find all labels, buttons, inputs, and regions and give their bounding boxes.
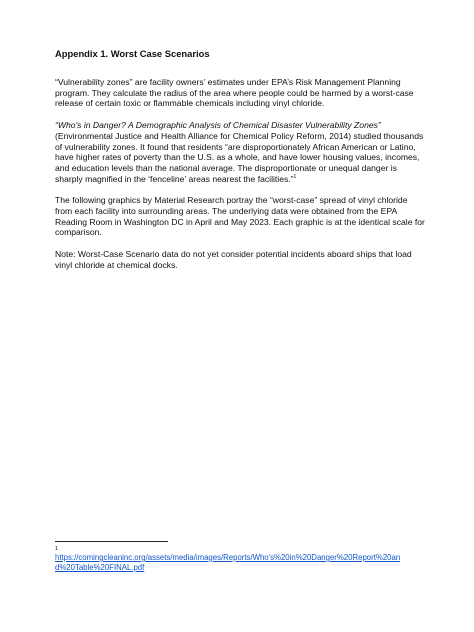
- footnote-link[interactable]: https://comingcleaninc.org/assets/media/images/Reports/Who's%20in%20Danger%20Report%20and%20Table%20FINAL.pdf: [55, 553, 401, 572]
- paragraph-whos-in-danger: [55, 120, 425, 184]
- footnote-section: [55, 541, 425, 573]
- footnote-divider: [55, 541, 168, 542]
- paragraph-vulnerability-zones: “Vulnerability zones” are facility owners’ estimates under EPA’s Risk Management Planning program. They calculate the radius of the area where people could be harmed by a worst-case release of certain toxic or flammable chemicals including vinyl chloride.: [55, 77, 414, 109]
- report-title: “Who's in Danger? A Demographic Analysis of Chemical Disaster Vulnerability Zones”: [55, 120, 381, 131]
- footnote-reference[interactable]: 1: [293, 173, 297, 180]
- paragraph-note: Note: Worst-Case Scenario data do not yet consider potential incidents aboard ships that load vinyl chloride at chemical docks.: [55, 249, 412, 270]
- footnote-marker: 1: [55, 546, 59, 552]
- page-title: Appendix 1. Worst Case Scenarios: [55, 48, 210, 59]
- document-body: [55, 48, 425, 282]
- paragraph-graphics-description: The following graphics by Material Research portray the “worst-case” spread of vinyl chloride from each facility into surrounding areas. The underlying data were obtained from the EPA Reading Room in Washington DC in April and May 2023. Each graphic is at the identical scale for comparison.: [55, 195, 425, 238]
- report-summary: (Environmental Justice and Health Alliance for Chemical Policy Reform, 2014) studied thousands of vulnerability zones. It found that residents “are disproportionately African American or Latino, have higher rates of poverty than the U.S. as a whole, and have lower housing values, incomes, and education levels than the national average. The disproportionate or unequal danger is sharply magnified in the ‘fenceline’ areas nearest the facilities.”: [55, 130, 424, 184]
